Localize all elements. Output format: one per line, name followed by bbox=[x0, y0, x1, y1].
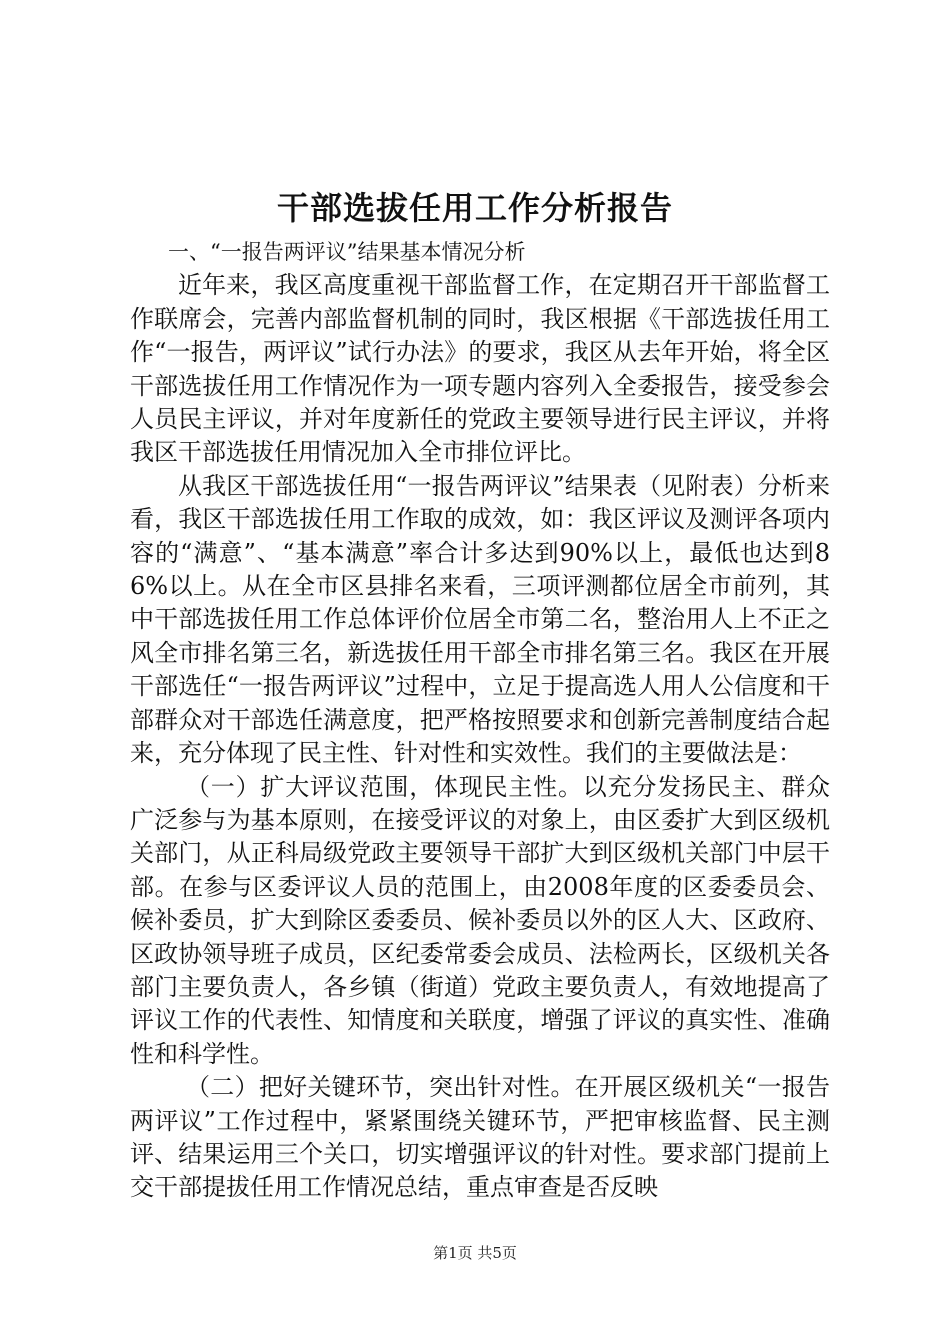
page-number: 第1页 共5页 bbox=[433, 1244, 517, 1262]
body-paragraph: 从我区干部选拔任用“一报告两评议”结果表（见附表）分析来看，我区干部选拔任用工作取的成效，如：我区评议及测评各项内容的“满意”、“基本满意”率合计多达到90%以上，最低也达到86%以上。从在全市区县排名来看，三项评测都位居全市前列，其中干部选拔任用工作总体评价位居全市第二名，整治用人上不正之风全市排名第三名，新选拔任用干部全市排名第三名。我区在开展干部选任“一报告两评议”过程中，立足于提高选人用人公信度和干部群众对干部选任满意度，把严格按照要求和创新完善制度结合起来，充分体现了民主性、针对性和实效性。我们的主要做法是： bbox=[130, 471, 830, 768]
document-title: 干部选拔任用工作分析报告 bbox=[276, 189, 673, 227]
section-heading: 一、“一报告两评议”结果基本情况分析 bbox=[168, 240, 526, 264]
body-paragraph: （一）扩大评议范围，体现民主性。以充分发扬民主、群众广泛参与为基本原则，在接受评议的对象上，由区委扩大到区级机关部门，从正科局级党政主要领导干部扩大到区级机关部门中层干部。在参与区委评议人员的范围上，由2008年度的区委委员会、候补委员，扩大到除区委委员、候补委员以外的区人大、区政府、区政协领导班子成员，区纪委常委会成员、法检两长，区级机关各部门主要负责人，各乡镇（街道）党政主要负责人，有效地提高了评议工作的代表性、知情度和关联度，增强了评议的真实性、准确性和科学性。 bbox=[130, 772, 830, 1068]
body-paragraph: 近年来，我区高度重视干部监督工作，在定期召开干部监督工作联席会，完善内部监督机制的同时，我区根据《干部选拔任用工作“一报告，两评议”试行办法》的要求，我区从去年开始，将全区干部选拔任用工作情况作为一项专题内容列入全委报告，接受参会人员民主评议，并对年度新任的党政主要领导进行民主评议，并将我区干部选拔任用情况加入全市排位评比。 bbox=[130, 271, 830, 467]
body-paragraph: （二）把好关键环节，突出针对性。在开展区级机关“一报告两评议”工作过程中，紧紧围绕关键环节，严把审核监督、民主测评、结果运用三个关口，切实增强评议的针对性。要求部门提前上交干部提拔任用工作情况总结，重点审查是否反映 bbox=[130, 1073, 830, 1202]
document-body bbox=[130, 236, 830, 1205]
